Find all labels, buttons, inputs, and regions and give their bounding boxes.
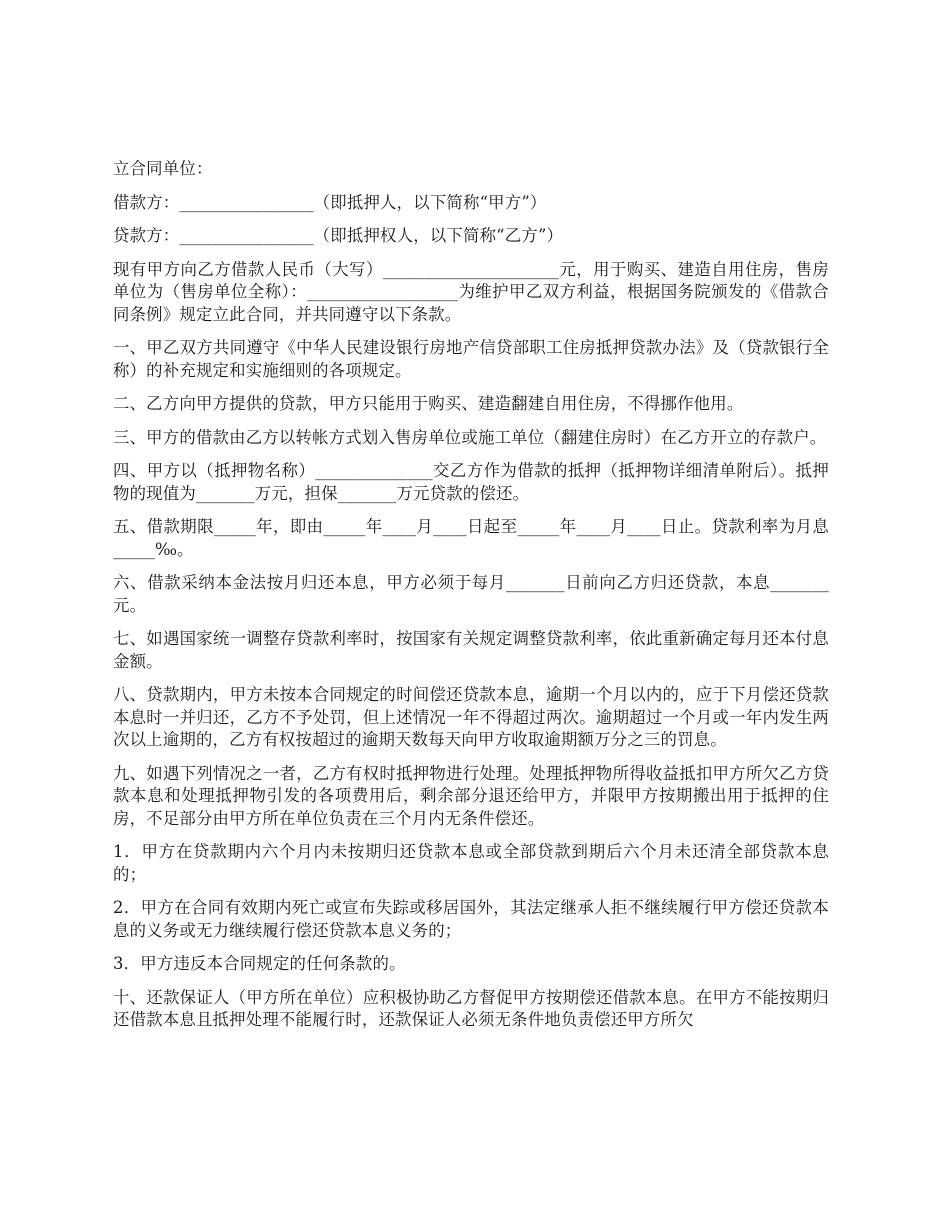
clause-9-item-1: 1．甲方在贷款期内六个月内未按期归还贷款本息或全部贷款到期后六个月未还清全部贷款本息的； [113,842,829,884]
clause-9-item-2: 2．甲方在合同有效期内死亡或宣布失踪或移居国外，其法定继承人拒不继续履行甲方偿还贷款本息的义务或无力继续履行偿还贷款本息义务的； [113,898,829,940]
clause-9-item-3: 3．甲方违反本合同规定的任何条款的。 [113,954,406,973]
clause-10: 十、还款保证人（甲方所在单位）应积极协助乙方督促甲方按期偿还借款本息。在甲方不能按期归还借款本息且抵押处理不能履行时，还款保证人必须无条件地负责偿还甲方所欠 [113,987,829,1029]
clause-1: 一、甲乙双方共同遵守《中华人民建设银行房地产信贷部职工住房抵押贷款办法》及（贷款银行全称）的补充规定和实施细则的各项规定。 [113,338,829,380]
clause-3: 三、甲方的借款由乙方以转帐方式划入售房单位或施工单位（翻建住房时）在乙方开立的存款户。 [113,427,827,447]
clause-4: 四、甲方以（抵押物名称）______________交乙方作为借款的抵押（抵押物详细清单附后）。抵押物的现值为_______万元，担保_______万元贷款的偿还。 [113,461,829,503]
clause-2: 二、乙方向甲方提供的贷款，甲方只能用于购买、建造翻建自用住房，不得挪作他用。 [113,394,744,413]
borrower-line: 借款方：________________（即抵押人，以下简称“甲方”） [113,192,547,212]
clause-8: 八、贷款期内，甲方未按本合同规定的时间偿还贷款本息，逾期一个月以内的，应于下月偿还贷款本息时一并归还，乙方不予处罚，但上述情况一年不得超过两次。逾期超过一个月或一年内发生两次以上逾期的，乙方有权按超过的逾期天数每天向甲方收取逾期额万分之三的罚息。 [113,685,829,749]
clause-5: 五、借款期限_____年，即由_____年____月____日起至_____年____月____日止。贷款利率为月息_____‰。 [113,517,829,559]
clause-7: 七、如遇国家统一调整存贷款利率时，按国家有关规定调整贷款利率，依此重新确定每月还本付息金额。 [113,629,829,671]
clause-6: 六、借款采纳本金法按月归还本息，甲方必须于每月_______日前向乙方归还贷款，本息_______元。 [113,573,829,615]
contract-document [113,158,829,1043]
intro-paragraph: 现有甲方向乙方借款人民币（大写）_____________________元，用于购买、建造自用住房，售房单位为（售房单位全称）：__________________为维护甲乙双方利益，根据国务院颁发的《借款合同条例》规定立此合同，并共同遵守以下条款。 [113,259,829,324]
lender-line: 贷款方：________________（即抵押权人，以下简称“乙方”） [113,226,564,245]
clause-9: 九、如遇下列情况之一者，乙方有权时抵押物进行处理。处理抵押物所得收益抵扣甲方所欠乙方贷款本息和处理抵押物引发的各项费用后，剩余部分退还给甲方，并限甲方按期搬出用于抵押的住房，不足部分由甲方所在单位负责在三个月内无条件偿还。 [113,763,829,828]
contract-parties-heading: 立合同单位： [113,159,213,178]
